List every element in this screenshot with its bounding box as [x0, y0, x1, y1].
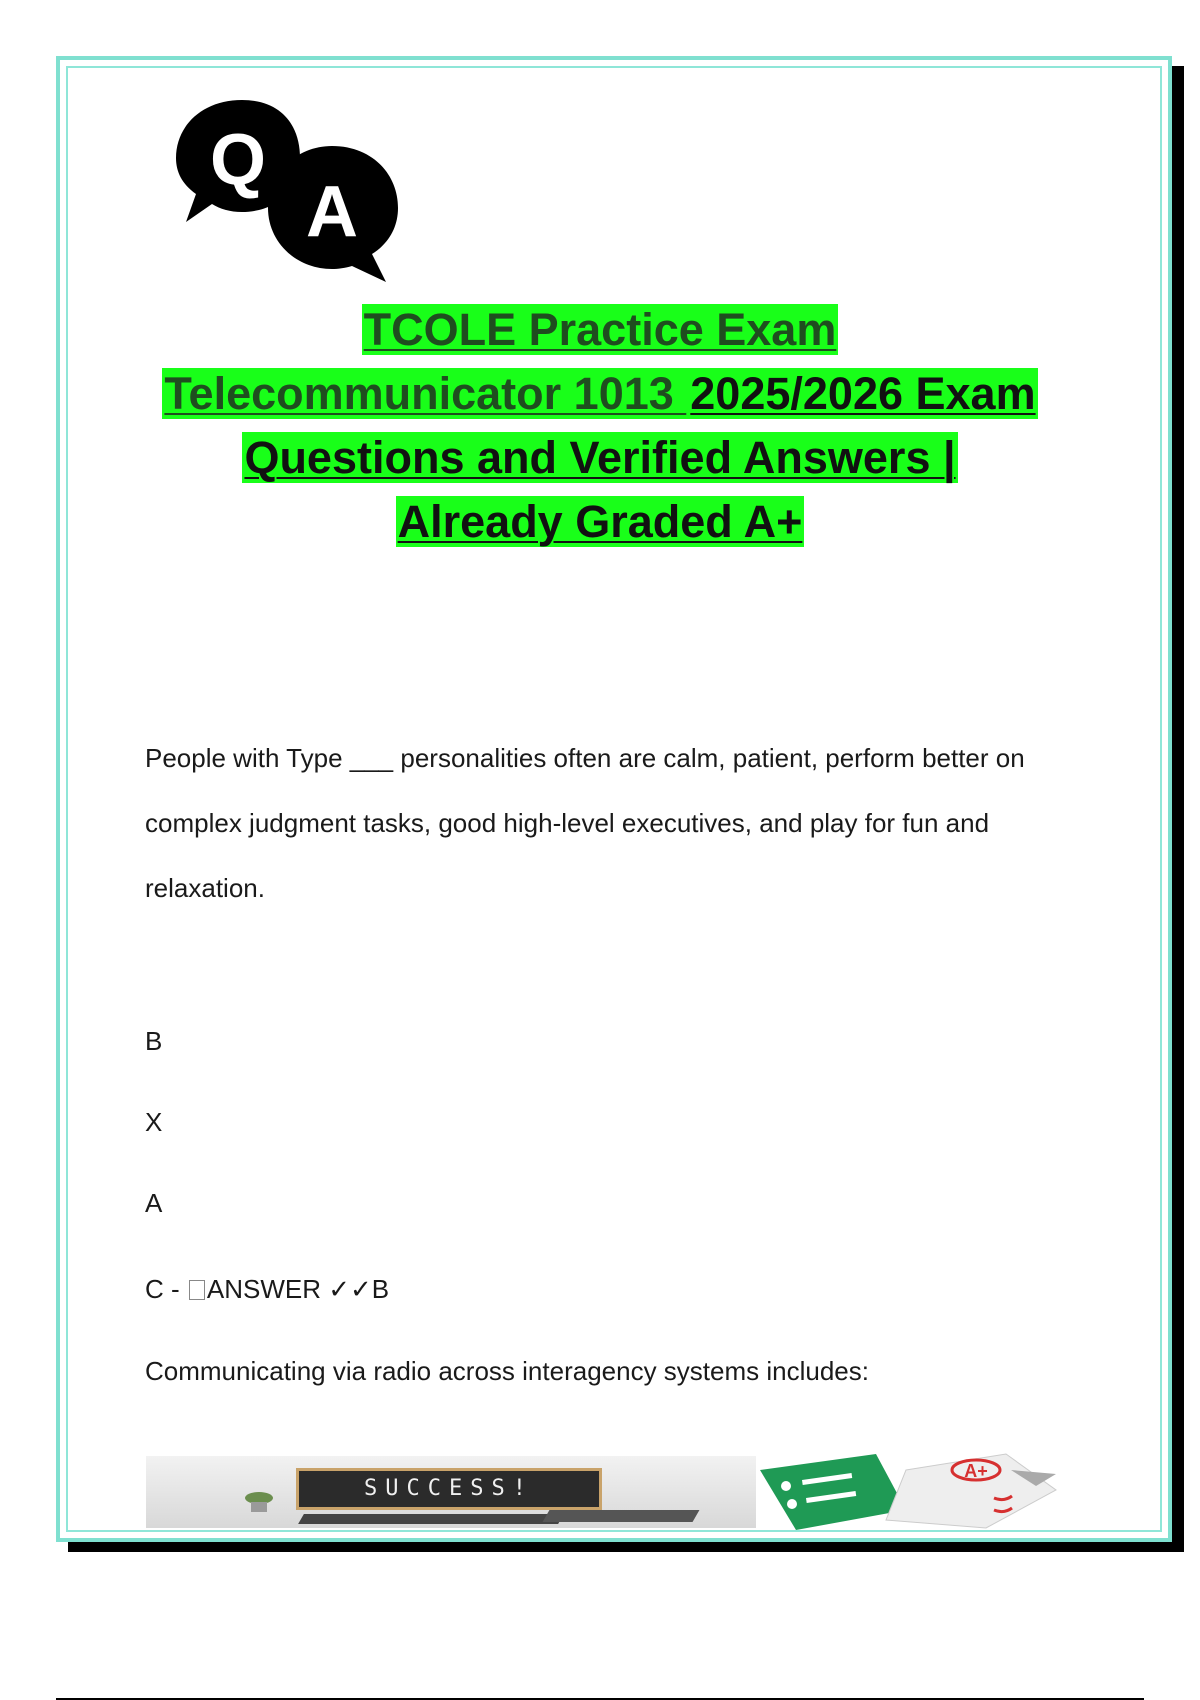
- option-c-prefix: C -: [145, 1274, 187, 1304]
- option-a: A: [145, 1188, 163, 1218]
- green-document-shape: [760, 1454, 906, 1530]
- success-board: SUCCESS!: [296, 1468, 602, 1510]
- grade-text: A+: [964, 1461, 988, 1481]
- plant-icon: [241, 1488, 277, 1512]
- title-line-1: TCOLE Practice Exam: [363, 304, 837, 355]
- laptop-shape: [298, 1514, 564, 1524]
- question-1-text: People with Type ___ personalities often are calm, patient, perform better on complex judgment tasks, good high-level executives, and play for fun and relaxation.: [145, 743, 1025, 903]
- checkbox-glyph-icon: [189, 1280, 205, 1300]
- qa-logo-icon: [172, 96, 432, 286]
- graded-report-icon: [756, 1450, 1086, 1532]
- tablet-shape: [543, 1510, 700, 1522]
- answer-label: ANSWER ✓✓B: [206, 1274, 390, 1304]
- option-x: X: [145, 1107, 163, 1137]
- a-letter: A: [306, 172, 358, 252]
- title-line-3: Questions and Verified Answers |: [244, 432, 956, 483]
- question-2-text: Communicating via radio across interagency systems includes:: [145, 1356, 869, 1386]
- document-title: [120, 298, 1080, 554]
- success-banner-image: [146, 1456, 756, 1528]
- title-line-4: Already Graded A+: [397, 496, 803, 547]
- q-letter: Q: [209, 120, 267, 200]
- option-c-answer: [145, 1274, 389, 1305]
- title-line-2a: Telecommunicator 1013: [164, 368, 687, 419]
- option-b: B: [145, 1026, 163, 1056]
- title-line-2b: 2025/2026 Exam: [690, 368, 1036, 419]
